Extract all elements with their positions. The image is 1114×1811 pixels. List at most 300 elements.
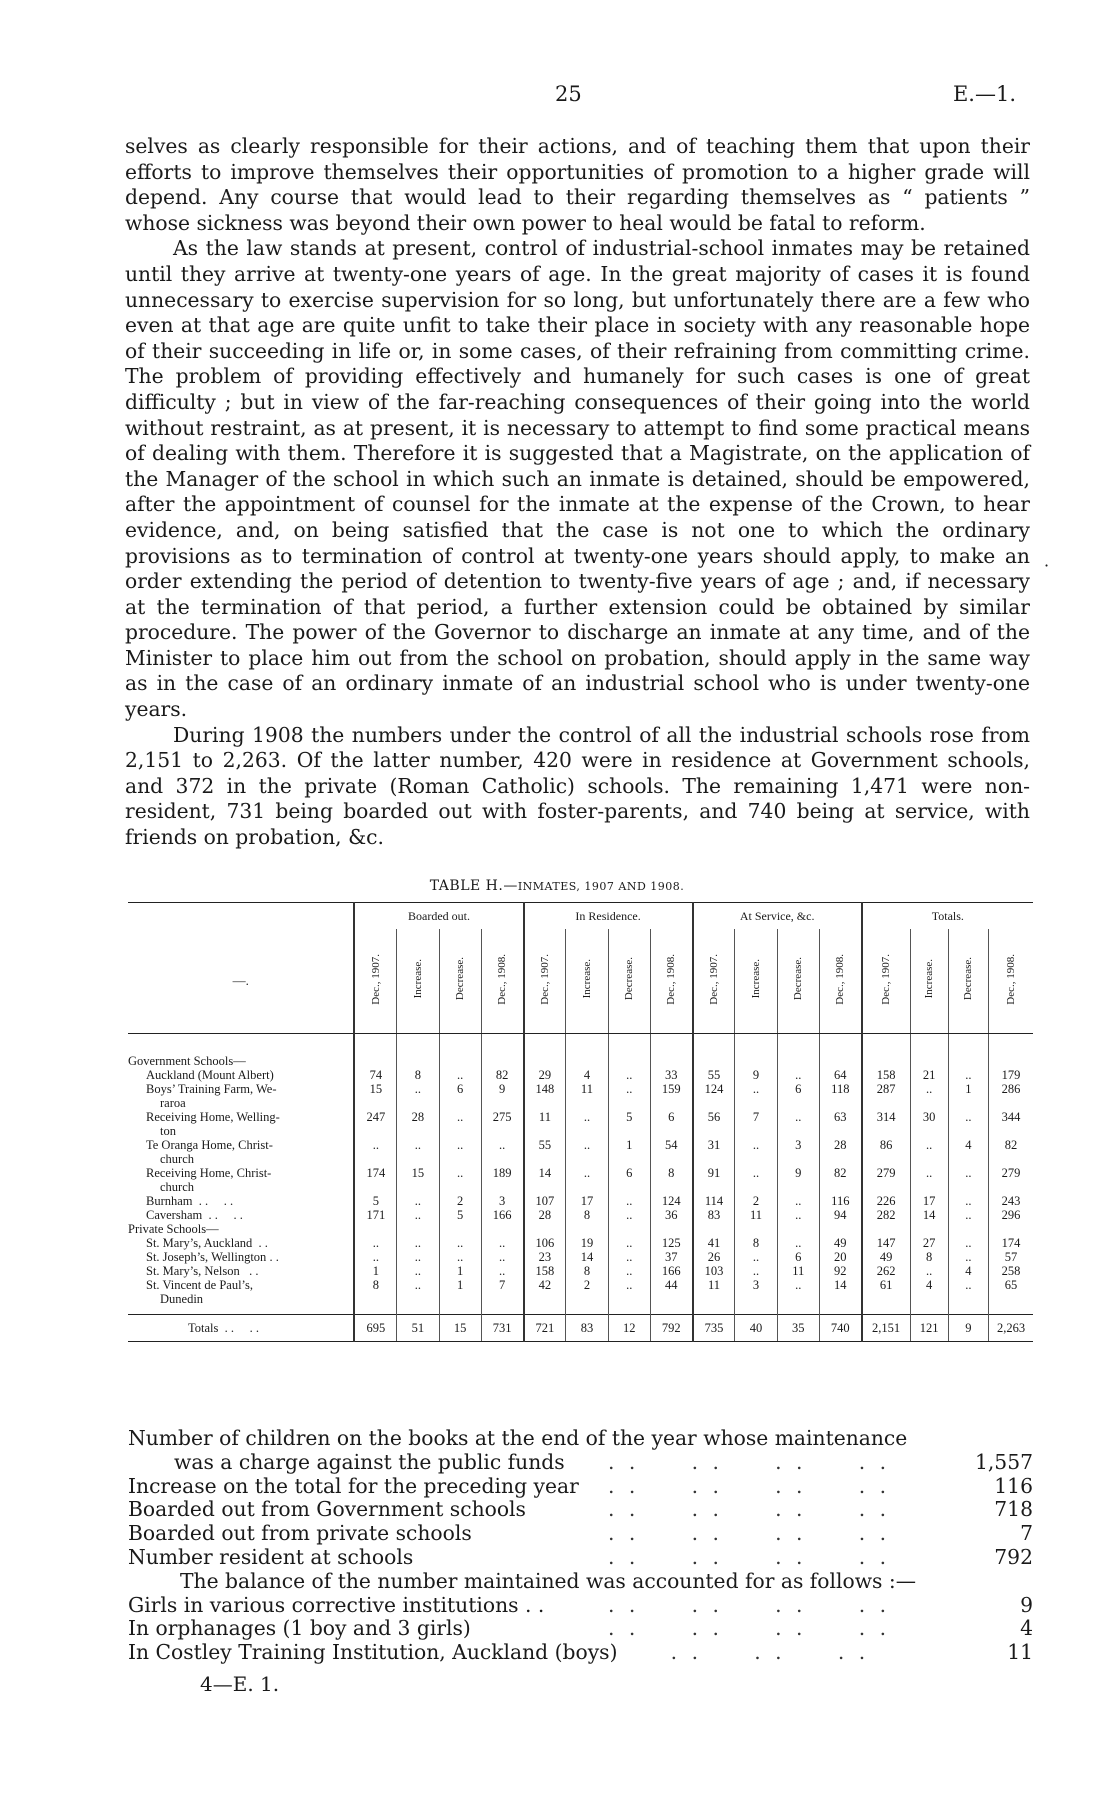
- subcolumn-header: [650, 929, 692, 1034]
- summary-label: Number of children on the books at the end of the year whose maintenance: [128, 1426, 908, 1450]
- table-cell: 344: [989, 1110, 1033, 1138]
- table-cell: ..: [481, 1138, 523, 1166]
- spacer-cell: [910, 1034, 948, 1055]
- table-cell: 37: [650, 1250, 692, 1264]
- empty-cell: [819, 1222, 861, 1236]
- table-cell: ..: [777, 1068, 819, 1082]
- spacer-cell: [989, 1306, 1033, 1315]
- table-cell: 286: [989, 1082, 1033, 1110]
- spacer-cell: [481, 1306, 523, 1315]
- empty-cell: [910, 1222, 948, 1236]
- table-row: [128, 1264, 1033, 1278]
- table-cell: 5: [608, 1110, 650, 1138]
- table-cell: 114: [693, 1194, 735, 1208]
- empty-cell: [862, 1222, 910, 1236]
- spacer-cell: [948, 1034, 988, 1055]
- table-cell: ..: [354, 1250, 396, 1264]
- subcolumn-header-label: Increase.: [923, 959, 936, 999]
- table-cell: 8: [910, 1250, 948, 1264]
- table-cell: 11: [735, 1208, 777, 1222]
- table-cell: ..: [397, 1082, 439, 1110]
- table-cell: 17: [910, 1194, 948, 1208]
- table-cell: 64: [819, 1068, 861, 1082]
- spacer-cell: [777, 1034, 819, 1055]
- spacer-cell: [566, 1034, 608, 1055]
- subcolumn-header-label: Increase.: [411, 959, 424, 999]
- empty-cell: [608, 1054, 650, 1068]
- table-cell: ..: [439, 1166, 481, 1194]
- empty-cell: [354, 1054, 396, 1068]
- table-cell: ..: [777, 1110, 819, 1138]
- leader-dots: . . . . . . . .: [608, 1449, 891, 1474]
- totals-cell: 2,263: [989, 1315, 1033, 1342]
- table-cell: 8: [397, 1068, 439, 1082]
- table-cell: 8: [566, 1208, 608, 1222]
- summary-label: Girls in various corrective institutions . .: [128, 1592, 545, 1617]
- table-cell: ..: [397, 1278, 439, 1306]
- spacer-cell: [948, 1306, 988, 1315]
- table-cell: 107: [524, 1194, 566, 1208]
- table-cell: 55: [693, 1068, 735, 1082]
- summary-value: 11: [1007, 1640, 1033, 1665]
- table-cell: 57: [989, 1250, 1033, 1264]
- school-name: Te Oranga Home, Christ-: [146, 1138, 273, 1152]
- subcolumn-header-label: Decrease.: [623, 957, 636, 1001]
- empty-cell: [354, 1222, 396, 1236]
- table-cell: 42: [524, 1278, 566, 1306]
- subcolumn-header: [910, 929, 948, 1034]
- inmates-table: [128, 902, 1033, 1342]
- school-name-continuation: church: [160, 1180, 195, 1194]
- school-name-continuation: church: [160, 1152, 195, 1166]
- table-cell: 3: [481, 1194, 523, 1208]
- empty-cell: [608, 1222, 650, 1236]
- table-cell: 116: [819, 1194, 861, 1208]
- empty-cell: [524, 1054, 566, 1068]
- totals-cell: 12: [608, 1315, 650, 1342]
- totals-cell: 740: [819, 1315, 861, 1342]
- table-cell: 41: [693, 1236, 735, 1250]
- table-row: [128, 1194, 1033, 1208]
- table-cell: 8: [735, 1236, 777, 1250]
- table-cell: 1: [439, 1264, 481, 1278]
- totals-cell: 83: [566, 1315, 608, 1342]
- subcolumn-header: [989, 929, 1033, 1034]
- table-cell: ..: [481, 1264, 523, 1278]
- body-text: [125, 134, 1030, 851]
- table-cell: ..: [948, 1068, 988, 1082]
- spacer-cell: [128, 1306, 354, 1315]
- table-cell: 124: [650, 1194, 692, 1208]
- table-cell: 83: [693, 1208, 735, 1222]
- table-cell: 33: [650, 1068, 692, 1082]
- leader-dots: . . . . . . . .: [608, 1592, 891, 1617]
- table-cell: ..: [354, 1236, 396, 1250]
- subcolumn-header: [862, 929, 910, 1034]
- table-cell: ..: [608, 1250, 650, 1264]
- school-name-continuation: ton: [160, 1124, 176, 1138]
- row-label: [128, 1110, 354, 1138]
- spacer-cell: [693, 1306, 735, 1315]
- row-label: [128, 1250, 354, 1264]
- table-cell: 31: [693, 1138, 735, 1166]
- table-cell: 166: [481, 1208, 523, 1222]
- spacer-cell: [862, 1306, 910, 1315]
- table-cell: ..: [439, 1110, 481, 1138]
- table-cell: 159: [650, 1082, 692, 1110]
- table-cell: ..: [777, 1194, 819, 1208]
- empty-cell: [481, 1222, 523, 1236]
- table-cell: 8: [354, 1278, 396, 1306]
- table-cell: 6: [439, 1082, 481, 1110]
- table-row: [128, 1278, 1033, 1306]
- summary-item: [128, 1617, 1033, 1641]
- table-cell: ..: [608, 1264, 650, 1278]
- table-cell: ..: [608, 1194, 650, 1208]
- row-label: [128, 1166, 354, 1194]
- spacer-cell: [777, 1306, 819, 1315]
- page-header: [0, 82, 1114, 112]
- group-header-row: [128, 903, 1033, 930]
- subcolumn-header: [397, 929, 439, 1034]
- leader-dots: . . . . . . . .: [608, 1497, 891, 1522]
- spacer-cell: [650, 1034, 692, 1055]
- table-cell: 275: [481, 1110, 523, 1138]
- spacer-cell: [819, 1034, 861, 1055]
- subcolumn-header-label: Dec., 1907.: [880, 953, 893, 1005]
- table-cell: 54: [650, 1138, 692, 1166]
- table-cell: 282: [862, 1208, 910, 1222]
- table-cell: 179: [989, 1068, 1033, 1082]
- paragraph: selves as clearly responsible for their actions, and of teaching them that upon their efforts to improve themselves their opportunities of promotion to a higher grade will depend. Any course that would lead to their regarding themselves as “ patients ” whose sickness was beyond their own power to heal would be fatal to reform.: [125, 134, 1030, 235]
- row-label: [128, 1208, 354, 1222]
- inmates-table-wrapper: [128, 902, 1033, 1342]
- empty-cell: [777, 1222, 819, 1236]
- empty-cell: [650, 1222, 692, 1236]
- empty-cell: [524, 1222, 566, 1236]
- spacer-cell: [608, 1034, 650, 1055]
- summary-label: In Costley Training Institution, Auckland (boys): [128, 1640, 618, 1665]
- totals-cell: 15: [439, 1315, 481, 1342]
- summary-item: [128, 1475, 1033, 1499]
- school-name: St. Vincent de Paul’s,: [146, 1278, 254, 1292]
- table-cell: 28: [819, 1138, 861, 1166]
- table-cell: ..: [397, 1208, 439, 1222]
- table-cell: 15: [354, 1082, 396, 1110]
- table-cell: ..: [566, 1166, 608, 1194]
- empty-cell: [862, 1054, 910, 1068]
- table-cell: ..: [481, 1250, 523, 1264]
- table-cell: ..: [354, 1138, 396, 1166]
- table-cell: 262: [862, 1264, 910, 1278]
- table-cell: ..: [608, 1278, 650, 1306]
- table-cell: 1: [608, 1138, 650, 1166]
- group-header: Totals.: [862, 903, 1033, 930]
- leader-dots: . . . . . . . .: [608, 1616, 891, 1641]
- table-cell: 92: [819, 1264, 861, 1278]
- subcolumn-header: [481, 929, 523, 1034]
- table-cell: ..: [735, 1250, 777, 1264]
- table-cell: 6: [608, 1166, 650, 1194]
- empty-cell: [397, 1054, 439, 1068]
- spacer-cell: [439, 1306, 481, 1315]
- table-body: [128, 1034, 1033, 1342]
- summary-label: was a charge against the public funds: [174, 1449, 565, 1474]
- table-cell: ..: [439, 1250, 481, 1264]
- spacer-cell: [910, 1306, 948, 1315]
- table-cell: 11: [566, 1082, 608, 1110]
- spacer-cell: [608, 1306, 650, 1315]
- table-cell: 158: [862, 1068, 910, 1082]
- table-cell: 243: [989, 1194, 1033, 1208]
- subcolumn-header-label: Increase.: [580, 959, 593, 999]
- table-cell: ..: [910, 1138, 948, 1166]
- table-cell: 11: [777, 1264, 819, 1278]
- table-cell: 247: [354, 1110, 396, 1138]
- table-cell: ..: [397, 1138, 439, 1166]
- table-cell: 82: [481, 1068, 523, 1082]
- table-cell: 4: [948, 1264, 988, 1278]
- table-cell: 4: [566, 1068, 608, 1082]
- table-cell: ..: [910, 1166, 948, 1194]
- table-cell: ..: [948, 1166, 988, 1194]
- subcolumn-header: [819, 929, 861, 1034]
- leader-dots: . . . .: [202, 1208, 243, 1222]
- school-name: Receiving Home, Welling-: [146, 1110, 280, 1124]
- table-cell: 26: [693, 1250, 735, 1264]
- table-cell: ..: [735, 1264, 777, 1278]
- empty-cell: [948, 1054, 988, 1068]
- spacer-cell: [524, 1034, 566, 1055]
- table-cell: 82: [819, 1166, 861, 1194]
- empty-cell: [735, 1222, 777, 1236]
- spacer-cell: [524, 1306, 566, 1315]
- table-cell: 17: [566, 1194, 608, 1208]
- table-cell: 23: [524, 1250, 566, 1264]
- group-header: Boarded out.: [354, 903, 523, 930]
- table-cell: ..: [948, 1236, 988, 1250]
- summary-item: [128, 1546, 1033, 1570]
- summary-item: [128, 1451, 1033, 1475]
- table-cell: ..: [948, 1278, 988, 1306]
- table-cell: ..: [566, 1110, 608, 1138]
- totals-cell: 121: [910, 1315, 948, 1342]
- table-cell: ..: [735, 1166, 777, 1194]
- subcolumn-header: [354, 929, 396, 1034]
- table-cell: ..: [608, 1208, 650, 1222]
- table-cell: 94: [819, 1208, 861, 1222]
- leader-dots: . . . . . . . .: [608, 1544, 891, 1569]
- summary-label: Boarded out from private schools: [128, 1521, 472, 1546]
- table-cell: 125: [650, 1236, 692, 1250]
- summary-item: [128, 1570, 1033, 1594]
- table-cell: 49: [819, 1236, 861, 1250]
- spacer-row: [128, 1034, 1033, 1055]
- table-cell: ..: [777, 1208, 819, 1222]
- table-row: [128, 1236, 1033, 1250]
- spacer-cell: [735, 1306, 777, 1315]
- table-cell: 7: [481, 1278, 523, 1306]
- subcolumn-header-label: Dec., 1908.: [1005, 953, 1017, 1005]
- table-cell: 9: [777, 1166, 819, 1194]
- subcolumn-header-label: Dec., 1907.: [538, 953, 551, 1005]
- table-title-sub: INMATES, 1907 AND 1908.: [517, 880, 685, 893]
- table-cell: 103: [693, 1264, 735, 1278]
- totals-cell: 695: [354, 1315, 396, 1342]
- table-row: [128, 1082, 1033, 1110]
- group-header: At Service, &c.: [693, 903, 862, 930]
- leader-dots: . .: [266, 1250, 279, 1264]
- table-cell: 124: [693, 1082, 735, 1110]
- school-name: Burnham: [146, 1194, 193, 1208]
- table-cell: 44: [650, 1278, 692, 1306]
- table-cell: 189: [481, 1166, 523, 1194]
- spacer-cell: [354, 1034, 396, 1055]
- empty-cell: [566, 1222, 608, 1236]
- table-cell: ..: [735, 1082, 777, 1110]
- section-header: Government Schools—: [128, 1054, 246, 1068]
- empty-cell: [910, 1054, 948, 1068]
- empty-cell: [777, 1054, 819, 1068]
- table-cell: 82: [989, 1138, 1033, 1166]
- table-cell: 1: [439, 1278, 481, 1306]
- table-cell: 6: [777, 1082, 819, 1110]
- table-cell: 118: [819, 1082, 861, 1110]
- subcolumn-header: [566, 929, 608, 1034]
- table-cell: 158: [524, 1264, 566, 1278]
- subcolumn-header: [777, 929, 819, 1034]
- table-cell: 279: [862, 1166, 910, 1194]
- table-cell: 65: [989, 1278, 1033, 1306]
- summary-list: [128, 1427, 1033, 1665]
- row-label: [128, 1138, 354, 1166]
- table-cell: 6: [777, 1250, 819, 1264]
- totals-cell: 2,151: [862, 1315, 910, 1342]
- table-cell: 74: [354, 1068, 396, 1082]
- row-label: [128, 1068, 354, 1082]
- leader-dots: . . . . . . . .: [608, 1521, 891, 1546]
- totals-cell: 735: [693, 1315, 735, 1342]
- empty-cell: [439, 1054, 481, 1068]
- table-cell: 20: [819, 1250, 861, 1264]
- section-header: Private Schools—: [128, 1222, 219, 1236]
- table-cell: 226: [862, 1194, 910, 1208]
- table-cell: 19: [566, 1236, 608, 1250]
- totals-cell: 792: [650, 1315, 692, 1342]
- table-cell: 2: [735, 1194, 777, 1208]
- empty-cell: [948, 1222, 988, 1236]
- school-name: St. Joseph’s, Wellington: [146, 1250, 267, 1264]
- table-cell: 56: [693, 1110, 735, 1138]
- summary-item: [128, 1641, 1033, 1665]
- table-cell: 174: [354, 1166, 396, 1194]
- subcolumn-header-label: Dec., 1908.: [496, 953, 509, 1005]
- row-label: [128, 1264, 354, 1278]
- paragraph: As the law stands at present, control of industrial-school inmates may be retained until they arrive at twenty-one years of age. In the great majority of cases it is found unnecessary to exercise supervision for so long, but unfortunately there are a few who even at that age are quite unfit to take their place in society with any reasonable hope of their succeeding in life or, in some cases, of their refraining from committing crime. The problem of providing effectively and humanely for such cases is one of great difficulty ; but in view of the far-reaching consequences of their going into the world without restraint, as at present, it is necessary to attempt to find some practical means of dealing with them. Therefore it is suggested that a Magistrate, on the application of the Manager of the school in which such an inmate is detained, should be empowered, after the appointment of counsel for the inmate at the expense of the Crown, to hear evidence, and, on being satisfied that the case is not one to which the ordinary provisions as to termination of control at twenty-one years should apply, to make an order extending the period of detention to twenty-five years of age ; and, if necessary at the termination of that period, a further extension could be obtained by similar procedure. The power of the Governor to discharge an inmate at any time, and of the Minister to place him out from the school on probation, should apply in the same way as in the case of an ordinary inmate of an industrial school who is under twenty-one years.: [125, 236, 1030, 722]
- spacer-cell: [566, 1306, 608, 1315]
- table-cell: 171: [354, 1208, 396, 1222]
- section-header-row: [128, 1222, 1033, 1236]
- table-cell: ..: [910, 1082, 948, 1110]
- table-cell: 36: [650, 1208, 692, 1222]
- leader-dots: . . . .: [192, 1194, 234, 1208]
- subcolumn-header: [948, 929, 988, 1034]
- paragraph: During 1908 the numbers under the control of all the industrial schools rose from 2,151 to 2,263. Of the latter number, 420 were in residence at Government schools, and 372 in the private (Roman Catholic) schools. The remaining 1,471 were non-resident, 731 being boarded out with foster-parents, and 740 being at service, with friends on probation, &c.: [125, 722, 1030, 850]
- stub-header: [128, 929, 354, 1034]
- summary-value: 116: [994, 1473, 1033, 1498]
- table-cell: 49: [862, 1250, 910, 1264]
- row-label: [128, 1082, 354, 1110]
- leader-dots: . .: [252, 1236, 268, 1250]
- school-name-continuation: Dunedin: [160, 1292, 204, 1306]
- spacer-cell: [128, 1034, 354, 1055]
- empty-cell: [397, 1222, 439, 1236]
- table-row: [128, 1208, 1033, 1222]
- table-cell: ..: [439, 1138, 481, 1166]
- table-cell: 258: [989, 1264, 1033, 1278]
- table-cell: 1: [948, 1082, 988, 1110]
- table-title-main: TABLE H.—: [429, 878, 518, 894]
- table-cell: 14: [910, 1208, 948, 1222]
- subcolumn-header-label: Increase.: [750, 959, 762, 999]
- empty-cell: [650, 1054, 692, 1068]
- table-cell: ..: [948, 1250, 988, 1264]
- summary-item: [128, 1498, 1033, 1522]
- leader-dots: . . . . . . . .: [608, 1473, 891, 1498]
- table-cell: ..: [481, 1236, 523, 1250]
- subcolumn-header-label: Dec., 1907.: [369, 953, 382, 1005]
- totals-label-cell: [128, 1315, 354, 1342]
- table-cell: 11: [693, 1278, 735, 1306]
- row-label: [128, 1236, 354, 1250]
- table-cell: ..: [397, 1250, 439, 1264]
- stub-header-blank: [128, 903, 354, 930]
- spacer-cell: [693, 1034, 735, 1055]
- summary-item: [128, 1594, 1033, 1618]
- table-cell: 5: [439, 1208, 481, 1222]
- spacer-cell: [439, 1034, 481, 1055]
- subcolumn-header-label: Dec., 1907.: [707, 953, 720, 1005]
- table-cell: 14: [524, 1166, 566, 1194]
- table-cell: 63: [819, 1110, 861, 1138]
- table-cell: 1: [354, 1264, 396, 1278]
- table-cell: 55: [524, 1138, 566, 1166]
- table-cell: 11: [524, 1110, 566, 1138]
- empty-cell: [439, 1222, 481, 1236]
- table-cell: ..: [608, 1236, 650, 1250]
- subcolumn-header-label: Dec., 1908.: [834, 953, 847, 1005]
- empty-cell: [735, 1054, 777, 1068]
- table-cell: 4: [910, 1278, 948, 1306]
- table-cell: 147: [862, 1236, 910, 1250]
- empty-cell: [481, 1054, 523, 1068]
- table-cell: ..: [439, 1068, 481, 1082]
- spacer-row: [128, 1306, 1033, 1315]
- table-cell: 61: [862, 1278, 910, 1306]
- subcolumn-header-label: Decrease.: [792, 957, 805, 1001]
- table-title: [0, 878, 1114, 894]
- table-cell: 6: [650, 1110, 692, 1138]
- table-cell: ..: [777, 1278, 819, 1306]
- table-row: [128, 1110, 1033, 1138]
- summary-value: 7: [1020, 1521, 1033, 1546]
- summary-value: 9: [1020, 1592, 1033, 1617]
- spacer-cell: [989, 1034, 1033, 1055]
- empty-cell: [693, 1054, 735, 1068]
- summary-label: In orphanages (1 boy and 3 girls): [128, 1616, 471, 1641]
- table-cell: 28: [397, 1110, 439, 1138]
- table-row: [128, 1250, 1033, 1264]
